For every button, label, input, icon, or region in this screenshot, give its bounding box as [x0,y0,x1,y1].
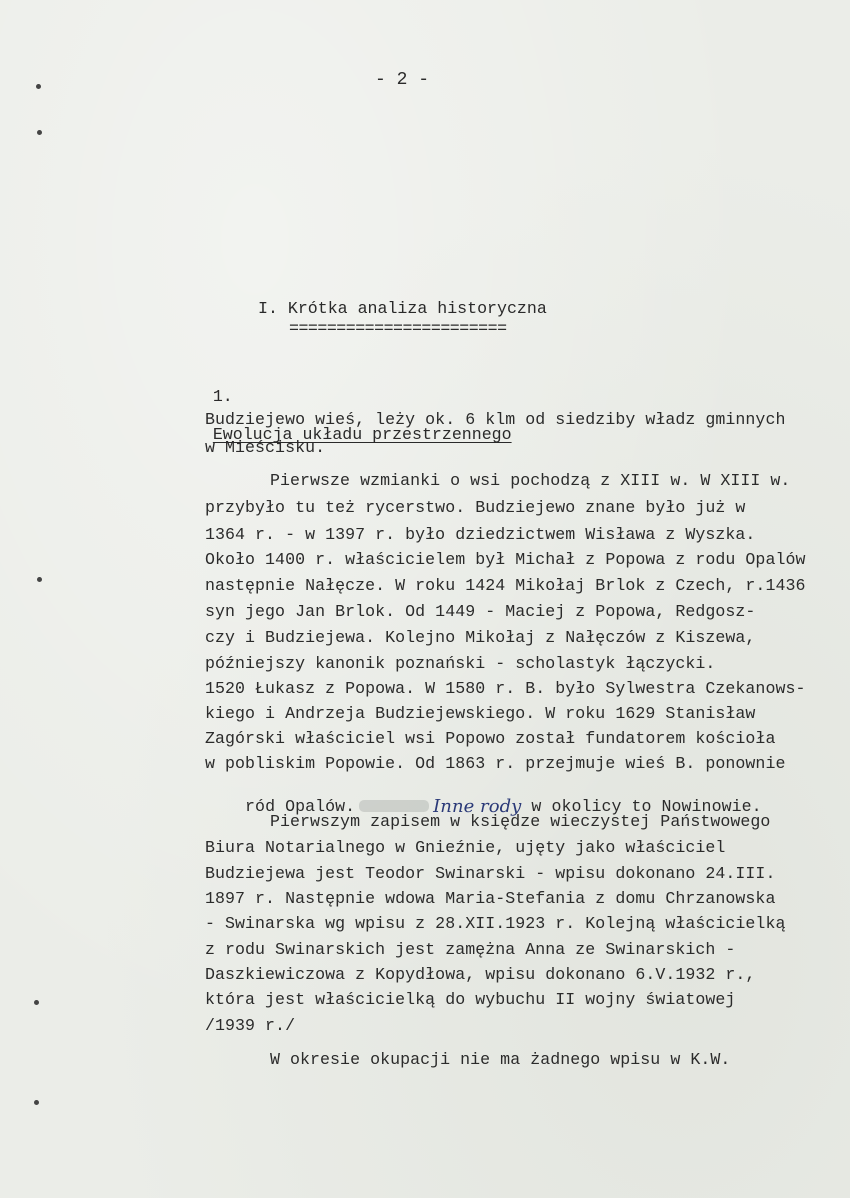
binding-hole-mark [37,130,42,135]
binding-hole-mark [36,84,41,89]
text-line: - Swinarska wg wpisu z 28.XII.1923 r. Kolejną właścicielką [205,914,786,933]
text-line: Pierwsze wzmianki o wsi pochodzą z XIII w. W XIII w. [270,471,791,490]
erased-text-smudge [359,800,429,812]
text-line: /1939 r./ [205,1016,296,1035]
binding-hole-mark [34,1000,39,1005]
text-line: późniejszy kanonik poznański - scholastyk łączycki. [205,654,716,673]
text-line: Budziejewa jest Teodor Swinarski - wpisu dokonano 24.III. [205,864,776,883]
text-line: syn jego Jan Brlok. Od 1449 - Maciej z Popowa, Redgosz- [205,602,756,621]
text-line: 1897 r. Następnie wdowa Maria-Stefania z domu Chrzanowska [205,889,776,908]
text-line: w Mieścisku. [205,438,326,457]
text-fragment: w okolicy to Nowinowie. [531,796,762,816]
text-line: 1520 Łukasz z Popowa. W 1580 r. B. było Sylwestra Czekanows- [205,679,806,698]
text-line: Daszkiewiczowa z Kopydłowa, wpisu dokonano 6.V.1932 r., [205,965,756,984]
page-number: - 2 - [375,70,430,90]
text-line: w pobliskim Popowie. Od 1863 r. przejmuje wieś B. ponownie [205,754,786,773]
text-line: Pierwszym zapisem w księdze wieczystej Państwowego [270,812,771,831]
text-line: Biura Notarialnego w Gnieźnie, ujęty jako właściciel [205,838,726,857]
text-line: przybyło tu też rycerstwo. Budziejewo znane było już w [205,498,746,517]
text-line: czy i Budziejewa. Kolejno Mikołaj z Nałęczów z Kiszewa, [205,628,756,647]
text-line: 1364 r. - w 1397 r. było dziedzictwem Wisława z Wyszka. [205,525,756,544]
text-line: która jest właścicielką do wybuchu II wojny światowej [205,990,736,1009]
binding-hole-mark [34,1100,39,1105]
section-title: Ewolucja układu przestrzennego [212,425,512,444]
binding-hole-mark [37,577,42,582]
text-line: następnie Nałęcze. W roku 1424 Mikołaj Brlok z Czech, r.1436 [205,576,806,595]
text-line: kiego i Andrzeja Budziejewskiego. W roku 1629 Stanisław [205,704,756,723]
text-line: W okresie okupacji nie ma żadnego wpisu w K.W. [270,1050,731,1069]
text-line: z rodu Swinarskich jest zamężna Anna ze Swinarskich - [205,940,736,959]
document-title: I. Krótka analiza historyczna [258,299,547,318]
title-underline: ======================= [289,319,507,338]
handwritten-annotation: Inne rody [433,795,522,817]
section-number: 1. [212,387,233,406]
text-fragment: ród Opalów. [245,796,356,816]
text-line: Zagórski właściciel wsi Popowo został fundatorem kościoła [205,729,776,748]
text-line: Około 1400 r. właścicielem był Michał z Popowa z rodu Opalów [205,550,806,569]
text-line: Budziejewo wieś, leży ok. 6 klm od siedziby władz gminnych [205,410,786,429]
